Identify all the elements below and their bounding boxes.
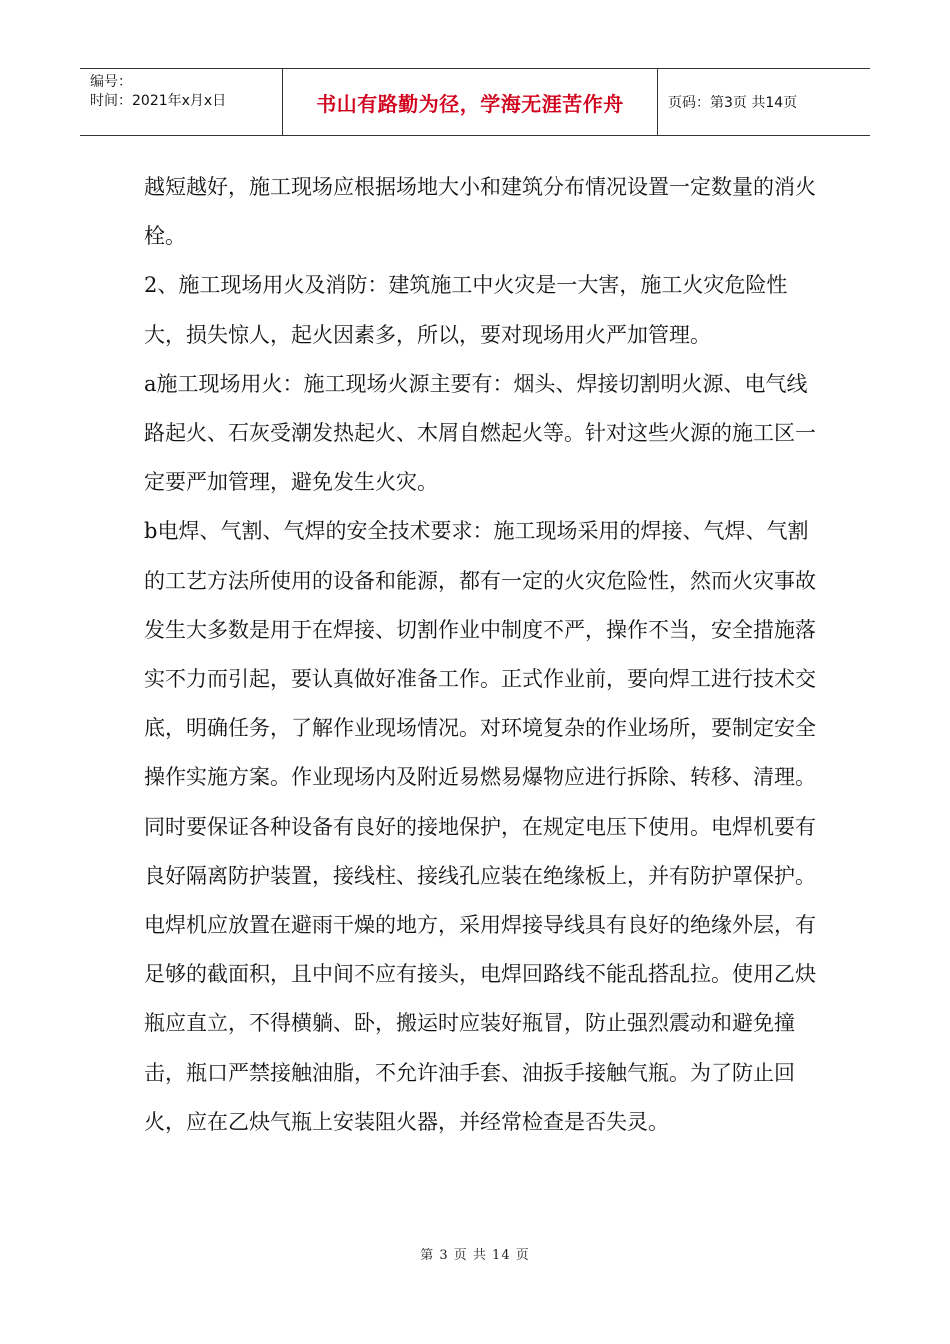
- header-meta: [80, 69, 282, 135]
- header-motto-cell: [282, 69, 658, 135]
- document-body: [144, 163, 816, 1147]
- body-paragraph: a施工现场用火：施工现场火源主要有：烟头、焊接切割明火源、电气线路起火、石灰受潮发热起火、木屑自燃起火等。针对这些火源的施工区一定要严加管理，避免发生火灾。: [144, 371, 816, 495]
- body-paragraph: b电焊、气割、气焊的安全技术要求：施工现场采用的焊接、气焊、气割的工艺方法所使用的设备和能源，都有一定的火灾危险性，然而火灾事故发生大多数是用于在焊接、切割作业中制度不严，操作不当，安全措施落实不力而引起，要认真做好准备工作。正式作业前，要向焊工进行技术交底，明确任务，了解作业现场情况。对环境复杂的作业场所，要制定安全操作实施方案。作业现场内及附近易燃易爆物应进行拆除、转移、清理。同时要保证各种设备有良好的接地保护，在规定电压下使用。电焊机要有良好隔离防护装置，接线柱、接线孔应装在绝缘板上，并有防护罩保护。电焊机应放置在避雨干燥的地方，采用焊接导线具有良好的绝缘外层，有足够的截面积，且中间不应有接头，电焊回路线不能乱搭乱拉。使用乙炔瓶应直立，不得横躺、卧，搬运时应装好瓶冒，防止强烈震动和避免撞击，瓶口严禁接触油脂，不允许油手套、油扳手接触气瓶。为了防止回火，应在乙炔气瓶上安装阻火器，并经常检查是否失灵。: [144, 519, 816, 1134]
- document-time-label: 时间：2021年x月x日: [90, 93, 227, 109]
- document-number-label: 编号：: [90, 74, 132, 90]
- body-paragraph: 越短越好，施工现场应根据场地大小和建筑分布情况设置一定数量的消火栓。: [144, 175, 816, 249]
- document-header: [80, 68, 870, 136]
- header-page-info-cell: [658, 69, 870, 135]
- body-paragraph: 2、施工现场用火及消防：建筑施工中火灾是一大害，施工火灾危险性大，损失惊人，起火因素多，所以，要对现场用火严加管理。: [144, 273, 788, 347]
- page-footer: 第 3 页 共 14 页: [420, 1248, 530, 1263]
- header-motto: 书山有路勤为径，学海无涯苦作舟: [316, 91, 624, 116]
- header-page-info: 页码：第3页 共14页: [668, 95, 798, 111]
